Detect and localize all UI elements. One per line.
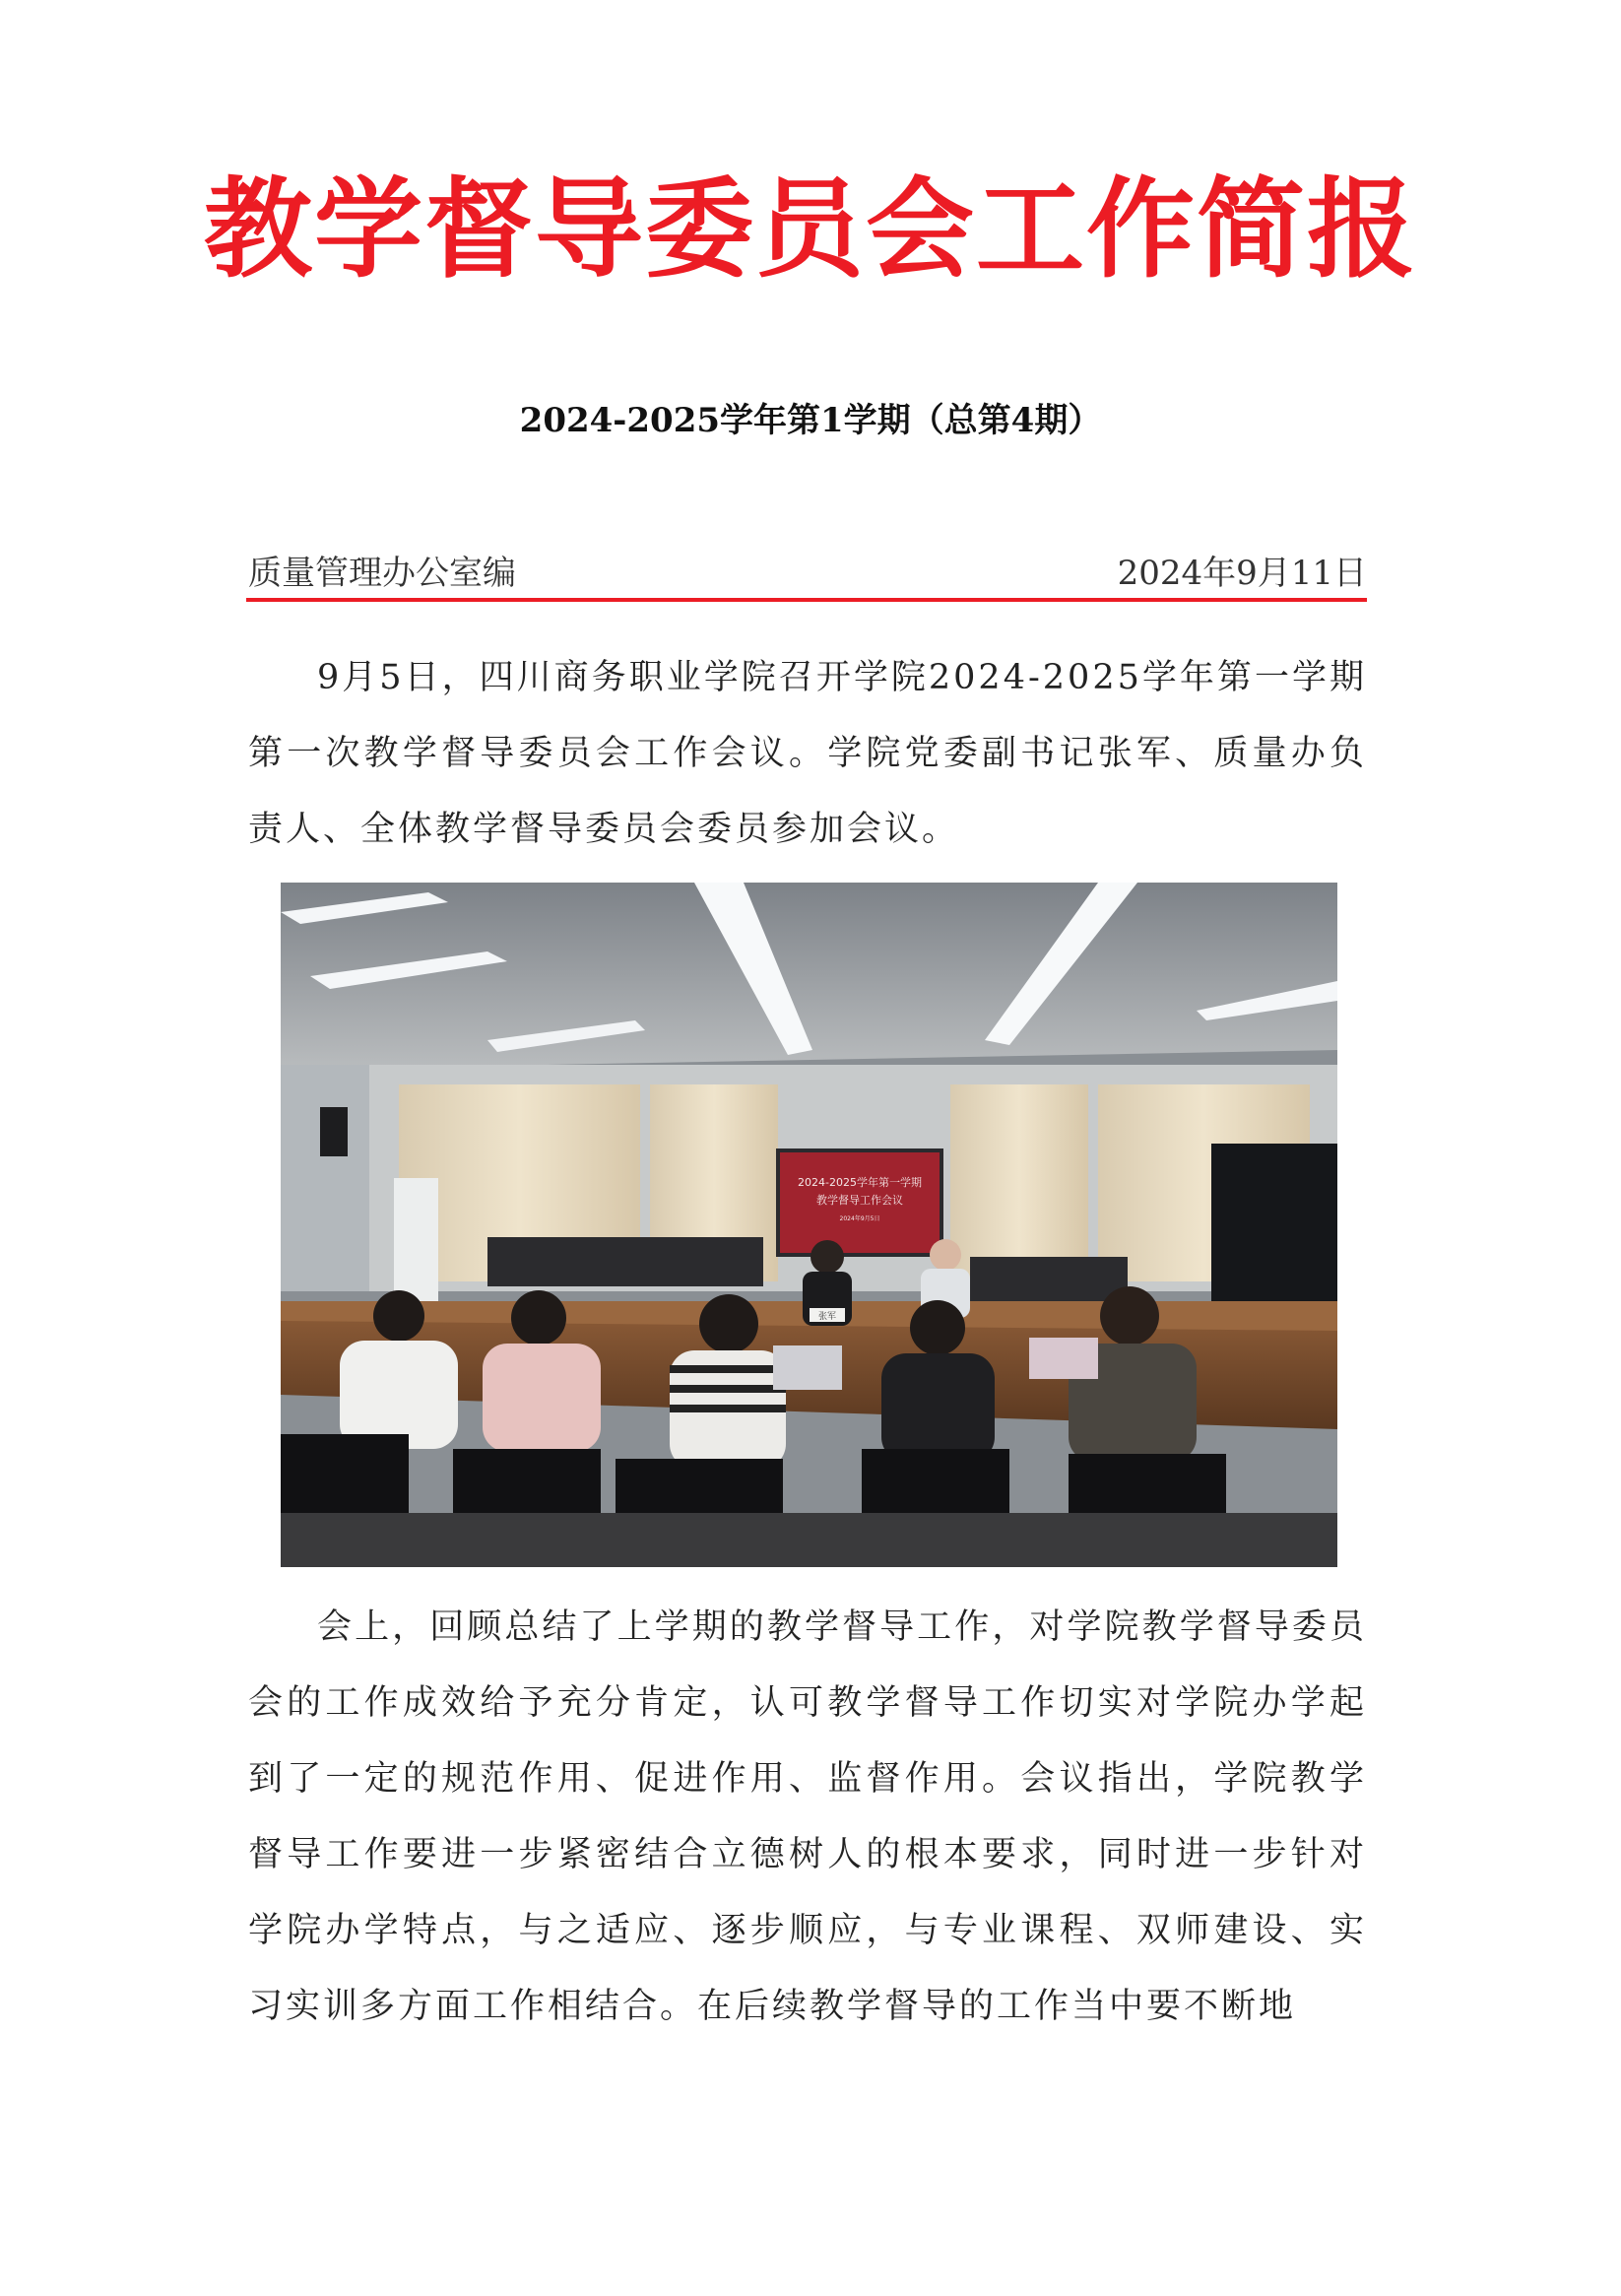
issue-number: 2024-2025学年第1学期（总第4期） [519, 401, 1102, 440]
editor-label: 质量管理办公室编 [248, 554, 516, 593]
report-title: 教学督导委员会工作简报 [204, 166, 1417, 293]
laptop [773, 1345, 842, 1390]
screen-line-3: 2024年9月5日 [839, 1215, 880, 1222]
publish-date: 2024年9月11日 [1117, 554, 1367, 593]
curtain [950, 1084, 1088, 1281]
meta-line [248, 546, 1367, 591]
red-divider [246, 598, 1367, 602]
air-conditioner [394, 1178, 438, 1301]
paragraph-1: 9月5日，四川商务职业学院召开学院2024-2025学年第一学期第一次教学督导委员会工作会议。学院党委副书记张军、质量办负责人、全体教学督导委员会委员参加会议。 [248, 658, 1367, 849]
meeting-photo [281, 883, 1337, 1567]
name-card-text: 张军 [817, 1312, 837, 1322]
speaker [320, 1107, 348, 1156]
screen-line-2: 教学督导工作会议 [816, 1194, 903, 1207]
screen-line-1: 2024-2025学年第一学期 [798, 1176, 922, 1189]
paragraph-2: 会上，回顾总结了上学期的教学督导工作，对学院教学督导委员会的工作成效给予充分肯定，认可教学督导工作切实对学院办学起到了一定的规范作用、促进作用、监督作用。会议指出，学院教学督导工作要进一步紧密结合立德树人的根本要求，同时进一步针对学院办学特点，与之适应、逐步顺应，与专业课程、双师建设、实习实训多方面工作相结合。在后续教学督导的工作当中要不断地 [248, 1607, 1367, 2026]
laptop [1029, 1338, 1098, 1379]
